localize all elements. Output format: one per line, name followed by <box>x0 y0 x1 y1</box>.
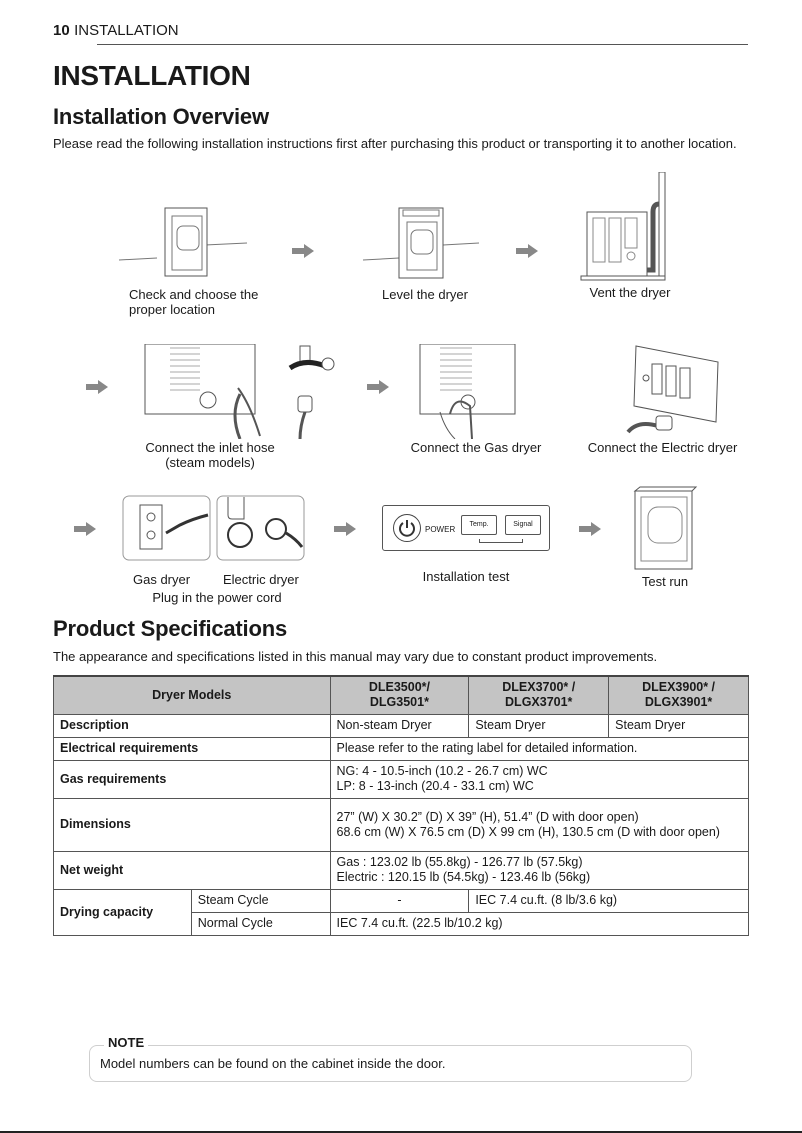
page-number: 10 <box>53 22 70 39</box>
arrow-right-icon <box>516 244 538 258</box>
row-label: Electrical requirements <box>54 737 331 760</box>
electric-dryer-label: Electric dryer <box>223 572 299 587</box>
cell: Steam Dryer <box>469 714 609 737</box>
signal-button[interactable]: Signal <box>505 515 541 535</box>
col-header-models: Dryer Models <box>54 676 331 714</box>
col-header-model-1: DLE3500*/ DLG3501* <box>330 676 469 714</box>
arrow-right-icon <box>86 380 108 394</box>
arrow-right-icon <box>367 380 389 394</box>
step-caption: Plug in the power cord <box>152 590 282 605</box>
arrow-right-icon <box>579 522 601 536</box>
step-gas-connection <box>410 344 560 455</box>
cell: IEC 7.4 cu.ft. (8 lb/3.6 kg) <box>469 889 749 912</box>
cell: Steam Dryer <box>609 714 749 737</box>
button-bracket <box>479 539 523 543</box>
specs-intro: The appearance and specifications listed in this manual may vary due to constant product improvements. <box>53 649 658 664</box>
row-label: Drying capacity <box>54 889 192 935</box>
dryer-location-icon <box>117 200 257 285</box>
arrow-right-icon <box>292 244 314 258</box>
specs-table <box>53 675 749 936</box>
electric-terminal-icon <box>598 344 728 439</box>
power-label: POWER <box>425 525 456 534</box>
step-level-dryer <box>355 200 495 302</box>
power-symbol-icon <box>394 515 420 541</box>
overview-heading: Installation Overview <box>53 104 269 129</box>
table-row <box>54 714 749 737</box>
step-check-location <box>112 200 262 317</box>
step-caption: Level the dryer <box>382 287 468 302</box>
table-header-row <box>54 676 749 714</box>
step-test-run <box>625 485 705 589</box>
step-caption: Connect the Electric dryer <box>587 440 738 455</box>
cell: - <box>330 889 469 912</box>
page-title: INSTALLATION <box>53 60 251 91</box>
power-button-icon[interactable] <box>393 514 421 542</box>
specs-heading: Product Specifications <box>53 616 287 641</box>
step-caption: Vent the dryer <box>589 285 671 300</box>
cell: NG: 4 - 10.5-inch (10.2 - 26.7 cm) WC LP: 8 - 13-inch (20.4 - 33.1 cm) WC <box>330 760 748 798</box>
header-rule <box>97 44 748 45</box>
col-header-model-2: DLEX3700* / DLGX3701* <box>469 676 609 714</box>
step-caption: Connect the inlet hose <box>145 440 275 455</box>
step-caption: Connect the Gas dryer <box>410 440 542 455</box>
power-plug-icon <box>120 495 310 563</box>
sub-label: Normal Cycle <box>191 912 330 935</box>
row-label: Net weight <box>54 851 331 889</box>
dryer-vent-icon <box>575 172 685 285</box>
step-caption: Test run <box>641 574 689 589</box>
overview-intro: Please read the following installation instructions first after purchasing this product or transporting it to another location. <box>53 136 737 151</box>
cell: 27” (W) X 30.2” (D) X 39” (H), 51.4” (D with door open) 68.6 cm (W) X 76.5 cm (D) X 99 cm (H), 130.5 cm (D with door open) <box>330 798 748 851</box>
page-header <box>53 22 748 46</box>
note-title: NOTE <box>104 1035 148 1050</box>
table-row <box>54 798 749 851</box>
dryer-test-run-icon <box>630 485 700 573</box>
row-label: Description <box>54 714 331 737</box>
step-installation-test <box>380 505 552 584</box>
table-row <box>54 760 749 798</box>
note-box <box>89 1035 692 1082</box>
table-row <box>54 737 749 760</box>
arrow-right-icon <box>334 522 356 536</box>
cell: Gas : 123.02 lb (55.8kg) - 126.77 lb (57.5kg) Electric : 120.15 lb (54.5kg) - 123.46 lb (56kg) <box>330 851 748 889</box>
dryer-level-icon <box>355 200 495 285</box>
cell: Please refer to the rating label for detailed information. <box>330 737 748 760</box>
row-label: Gas requirements <box>54 760 331 798</box>
note-text: Model numbers can be found on the cabinet inside the door. <box>100 1056 446 1071</box>
gas-dryer-label: Gas dryer <box>133 572 191 587</box>
control-panel-icon <box>382 505 550 551</box>
cell: IEC 7.4 cu.ft. (22.5 lb/10.2 kg) <box>330 912 748 935</box>
inlet-hose-icon <box>140 344 340 439</box>
step-caption: Check and choose the proper location <box>129 287 259 317</box>
gas-connection-icon <box>410 344 560 439</box>
cell: Non-steam Dryer <box>330 714 469 737</box>
step-caption-sub: (steam models) <box>165 455 255 470</box>
step-vent-dryer <box>575 172 685 300</box>
step-caption: Installation test <box>422 569 510 584</box>
sub-label: Steam Cycle <box>191 889 330 912</box>
step-inlet-hose <box>140 344 340 470</box>
row-label: Dimensions <box>54 798 331 851</box>
arrow-right-icon <box>74 522 96 536</box>
section-name: INSTALLATION <box>74 22 179 39</box>
step-plug-power-cord[interactable] <box>120 495 310 605</box>
table-row <box>54 851 749 889</box>
step-electric-connection <box>580 344 745 455</box>
table-row <box>54 889 749 912</box>
col-header-model-3: DLEX3900* / DLGX3901* <box>609 676 749 714</box>
temp-button[interactable]: Temp. <box>461 515 497 535</box>
